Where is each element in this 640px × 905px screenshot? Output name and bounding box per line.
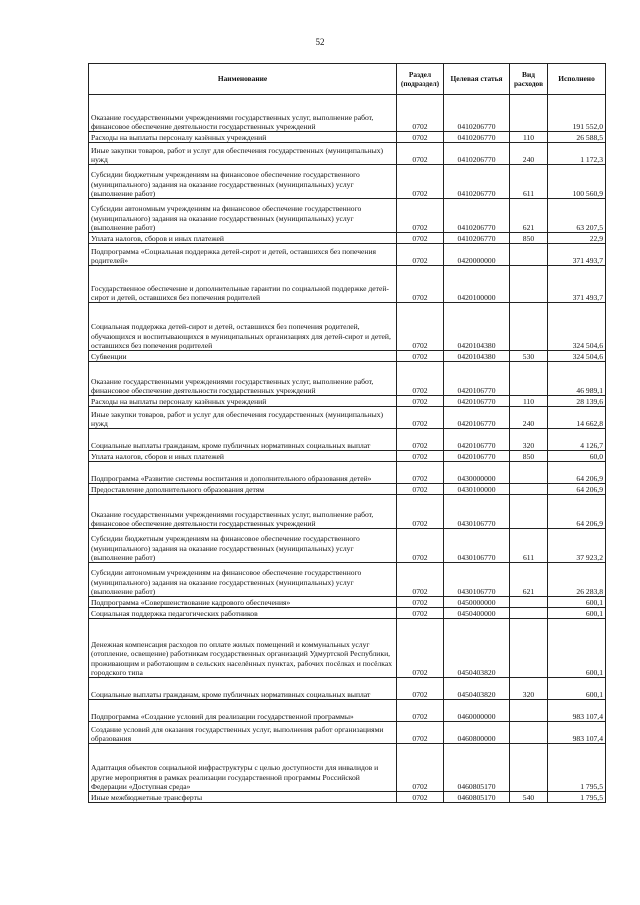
cell-name: Подпрограмма «Совершенствование кадрового обеспечения» — [89, 597, 397, 608]
cell-type: 540 — [510, 792, 548, 803]
cell-name: Субсидии автономным учреждениям на финансовое обеспечение государственного (муниципального) задания на оказание государственных (муниципальных) услуг (выполнение работ) — [89, 199, 397, 233]
cell-name: Создание условий для оказания государственных услуг, выполнения работ организациями образования — [89, 722, 397, 744]
cell-name: Расходы на выплаты персоналу казённых учреждений — [89, 132, 397, 143]
cell-executed: 1 172,3 — [548, 143, 606, 165]
cell-executed: 100 560,9 — [548, 165, 606, 199]
cell-executed: 371 493,7 — [548, 244, 606, 266]
table-row — [89, 396, 606, 407]
cell-type: 611 — [510, 165, 548, 199]
cell-type — [510, 484, 548, 495]
header-executed: Исполнено — [548, 64, 606, 95]
cell-executed: 37 923,2 — [548, 529, 606, 563]
cell-section: 0702 — [397, 495, 444, 529]
header-name: Наименование — [89, 64, 397, 95]
cell-executed: 64 206,9 — [548, 462, 606, 484]
header-type: Вид расходов — [510, 64, 548, 95]
cell-type — [510, 462, 548, 484]
table-row — [89, 165, 606, 199]
cell-name: Предоставление дополнительного образования детям — [89, 484, 397, 495]
table-row — [89, 132, 606, 143]
cell-type: 611 — [510, 529, 548, 563]
cell-type: 240 — [510, 407, 548, 429]
cell-section: 0702 — [397, 619, 444, 678]
table-row — [89, 451, 606, 462]
cell-name: Подпрограмма «Развитие системы воспитания и дополнительного образования детей» — [89, 462, 397, 484]
cell-type: 110 — [510, 132, 548, 143]
cell-executed: 28 139,6 — [548, 396, 606, 407]
cell-target: 0410206770 — [444, 199, 510, 233]
cell-type: 621 — [510, 563, 548, 597]
cell-name: Расходы на выплаты персоналу казённых учреждений — [89, 396, 397, 407]
cell-section: 0702 — [397, 451, 444, 462]
cell-name: Адаптация объектов социальной инфраструктуры с целью доступности для инвалидов и другие мероприятия в рамках реализации государственной программы Российской Федерации «Доступная среда» — [89, 744, 397, 792]
cell-section: 0702 — [397, 165, 444, 199]
cell-executed: 64 206,9 — [548, 495, 606, 529]
cell-type: 320 — [510, 429, 548, 451]
cell-target: 0460805170 — [444, 744, 510, 792]
cell-executed: 600,1 — [548, 597, 606, 608]
cell-name: Социальные выплаты гражданам, кроме публичных нормативных социальных выплат — [89, 429, 397, 451]
table-row — [89, 143, 606, 165]
cell-section: 0702 — [397, 233, 444, 244]
cell-target: 0430000000 — [444, 462, 510, 484]
cell-section: 0702 — [397, 132, 444, 143]
cell-name: Государственное обеспечение и дополнительные гарантии по социальной поддержке детей-сирот и детей, оставшихся без попечения родителей — [89, 266, 397, 303]
cell-section: 0702 — [397, 608, 444, 619]
cell-section: 0702 — [397, 462, 444, 484]
table-row — [89, 529, 606, 563]
cell-target: 0410206770 — [444, 233, 510, 244]
cell-name: Социальная поддержка детей-сирот и детей, оставшихся без попечения родителей, обучающихся и воспитывающихся в муниципальных организациях для детей-сирот и детей, оставшихся без попечения родителей — [89, 303, 397, 351]
cell-executed: 600,1 — [548, 608, 606, 619]
cell-executed: 1 795,5 — [548, 744, 606, 792]
cell-target: 0430106770 — [444, 495, 510, 529]
cell-name: Уплата налогов, сборов и иных платежей — [89, 451, 397, 462]
cell-executed: 324 504,6 — [548, 303, 606, 351]
cell-section: 0702 — [397, 563, 444, 597]
cell-target: 0430106770 — [444, 529, 510, 563]
cell-section: 0702 — [397, 407, 444, 429]
table-row — [89, 744, 606, 792]
cell-executed: 600,1 — [548, 678, 606, 700]
cell-type: 621 — [510, 199, 548, 233]
table-row — [89, 199, 606, 233]
table-row — [89, 462, 606, 484]
cell-section: 0702 — [397, 722, 444, 744]
cell-type: 530 — [510, 351, 548, 362]
cell-section: 0702 — [397, 303, 444, 351]
table-row — [89, 700, 606, 722]
cell-name: Социальные выплаты гражданам, кроме публичных нормативных социальных выплат — [89, 678, 397, 700]
cell-target: 0450400000 — [444, 608, 510, 619]
table-row — [89, 597, 606, 608]
cell-section: 0702 — [397, 244, 444, 266]
cell-target: 0450403820 — [444, 678, 510, 700]
cell-target: 0420000000 — [444, 244, 510, 266]
cell-section: 0702 — [397, 597, 444, 608]
cell-target: 0410206770 — [444, 143, 510, 165]
table-row — [89, 362, 606, 396]
cell-executed: 60,0 — [548, 451, 606, 462]
cell-target: 0420106770 — [444, 396, 510, 407]
cell-type: 320 — [510, 678, 548, 700]
cell-target: 0410206770 — [444, 165, 510, 199]
cell-executed: 600,1 — [548, 619, 606, 678]
cell-type: 850 — [510, 233, 548, 244]
cell-executed: 26 283,8 — [548, 563, 606, 597]
cell-executed: 14 662,8 — [548, 407, 606, 429]
cell-type — [510, 495, 548, 529]
cell-type — [510, 608, 548, 619]
cell-type — [510, 722, 548, 744]
table-header-row — [89, 64, 606, 95]
table-row — [89, 495, 606, 529]
cell-target: 0450403820 — [444, 619, 510, 678]
cell-section: 0702 — [397, 700, 444, 722]
cell-executed: 191 552,0 — [548, 95, 606, 132]
table-row — [89, 722, 606, 744]
cell-target: 0460800000 — [444, 722, 510, 744]
cell-type: 110 — [510, 396, 548, 407]
table-row — [89, 619, 606, 678]
cell-section: 0702 — [397, 484, 444, 495]
cell-target: 0420104380 — [444, 303, 510, 351]
cell-section: 0702 — [397, 678, 444, 700]
table-row — [89, 95, 606, 132]
table-row — [89, 429, 606, 451]
table-row — [89, 407, 606, 429]
page-number: 52 — [315, 37, 325, 47]
cell-section: 0702 — [397, 351, 444, 362]
budget-table — [88, 63, 606, 803]
cell-target: 0420106770 — [444, 429, 510, 451]
cell-name: Оказание государственными учреждениями государственных услуг, выполнение работ, финансовое обеспечение деятельности государственных учреждений — [89, 495, 397, 529]
cell-section: 0702 — [397, 396, 444, 407]
cell-type: 240 — [510, 143, 548, 165]
cell-target: 0430100000 — [444, 484, 510, 495]
cell-name: Уплата налогов, сборов и иных платежей — [89, 233, 397, 244]
cell-type — [510, 303, 548, 351]
cell-type — [510, 597, 548, 608]
cell-section: 0702 — [397, 429, 444, 451]
cell-executed: 4 126,7 — [548, 429, 606, 451]
cell-section: 0702 — [397, 529, 444, 563]
cell-target: 0460000000 — [444, 700, 510, 722]
cell-executed: 371 493,7 — [548, 266, 606, 303]
table-row — [89, 608, 606, 619]
cell-type — [510, 266, 548, 303]
cell-executed: 46 989,1 — [548, 362, 606, 396]
cell-target: 0430106770 — [444, 563, 510, 597]
table-row — [89, 678, 606, 700]
cell-name: Иные закупки товаров, работ и услуг для обеспечения государственных (муниципальных) нужд — [89, 143, 397, 165]
cell-name: Иные закупки товаров, работ и услуг для обеспечения государственных (муниципальных) нужд — [89, 407, 397, 429]
cell-type — [510, 744, 548, 792]
header-target: Целевая статья — [444, 64, 510, 95]
cell-name: Подпрограмма «Создание условий для реализации государственной программы» — [89, 700, 397, 722]
cell-section: 0702 — [397, 199, 444, 233]
cell-target: 0420106770 — [444, 407, 510, 429]
header-section: Раздел (подраздел) — [397, 64, 444, 95]
cell-name: Субсидии бюджетным учреждениям на финансовое обеспечение государственного (муниципального) задания на оказание государственных (муниципальных) услуг (выполнение работ) — [89, 529, 397, 563]
cell-executed: 983 107,4 — [548, 722, 606, 744]
cell-executed: 64 206,9 — [548, 484, 606, 495]
cell-target: 0450000000 — [444, 597, 510, 608]
cell-executed: 22,9 — [548, 233, 606, 244]
cell-section: 0702 — [397, 792, 444, 803]
cell-name: Оказание государственными учреждениями государственных услуг, выполнение работ, финансовое обеспечение деятельности государственных учреждений — [89, 362, 397, 396]
cell-type — [510, 700, 548, 722]
table-row — [89, 233, 606, 244]
table-row — [89, 563, 606, 597]
cell-section: 0702 — [397, 266, 444, 303]
cell-name: Субвенции — [89, 351, 397, 362]
cell-section: 0702 — [397, 362, 444, 396]
cell-executed: 324 504,6 — [548, 351, 606, 362]
table-row — [89, 351, 606, 362]
cell-target: 0410206770 — [444, 95, 510, 132]
cell-target: 0420104380 — [444, 351, 510, 362]
cell-target: 0420106770 — [444, 451, 510, 462]
cell-section: 0702 — [397, 95, 444, 132]
cell-executed: 1 795,5 — [548, 792, 606, 803]
cell-name: Иные межбюджетные трансферты — [89, 792, 397, 803]
cell-executed: 26 588,5 — [548, 132, 606, 143]
cell-name: Субсидии автономным учреждениям на финансовое обеспечение государственного (муниципального) задания на оказание государственных (муниципальных) услуг (выполнение работ) — [89, 563, 397, 597]
cell-name: Социальная поддержка педагогических работников — [89, 608, 397, 619]
cell-target: 0420106770 — [444, 362, 510, 396]
cell-section: 0702 — [397, 744, 444, 792]
cell-name: Субсидии бюджетным учреждениям на финансовое обеспечение государственного (муниципального) задания на оказание государственных (муниципальных) услуг (выполнение работ) — [89, 165, 397, 199]
cell-type — [510, 95, 548, 132]
cell-name: Денежная компенсация расходов по оплате жилых помещений и коммунальных услуг (отопление, освещение) работникам государственных организаций Удмуртской Республики, проживающим и работающим в сельских населённых пунктах, рабочих посёлках и посёлках городского типа — [89, 619, 397, 678]
cell-target: 0460805170 — [444, 792, 510, 803]
table-row — [89, 303, 606, 351]
cell-type — [510, 619, 548, 678]
cell-name: Оказание государственными учреждениями государственных услуг, выполнение работ, финансовое обеспечение деятельности государственных учреждений — [89, 95, 397, 132]
cell-target: 0410206770 — [444, 132, 510, 143]
cell-executed: 63 207,5 — [548, 199, 606, 233]
cell-executed: 983 107,4 — [548, 700, 606, 722]
cell-target: 0420100000 — [444, 266, 510, 303]
cell-type: 850 — [510, 451, 548, 462]
cell-name: Подпрограмма «Социальная поддержка детей-сирот и детей, оставшихся без попечения родителей» — [89, 244, 397, 266]
table-row — [89, 244, 606, 266]
cell-type — [510, 244, 548, 266]
table-row — [89, 792, 606, 803]
table-row — [89, 484, 606, 495]
table-row — [89, 266, 606, 303]
cell-type — [510, 362, 548, 396]
cell-section: 0702 — [397, 143, 444, 165]
